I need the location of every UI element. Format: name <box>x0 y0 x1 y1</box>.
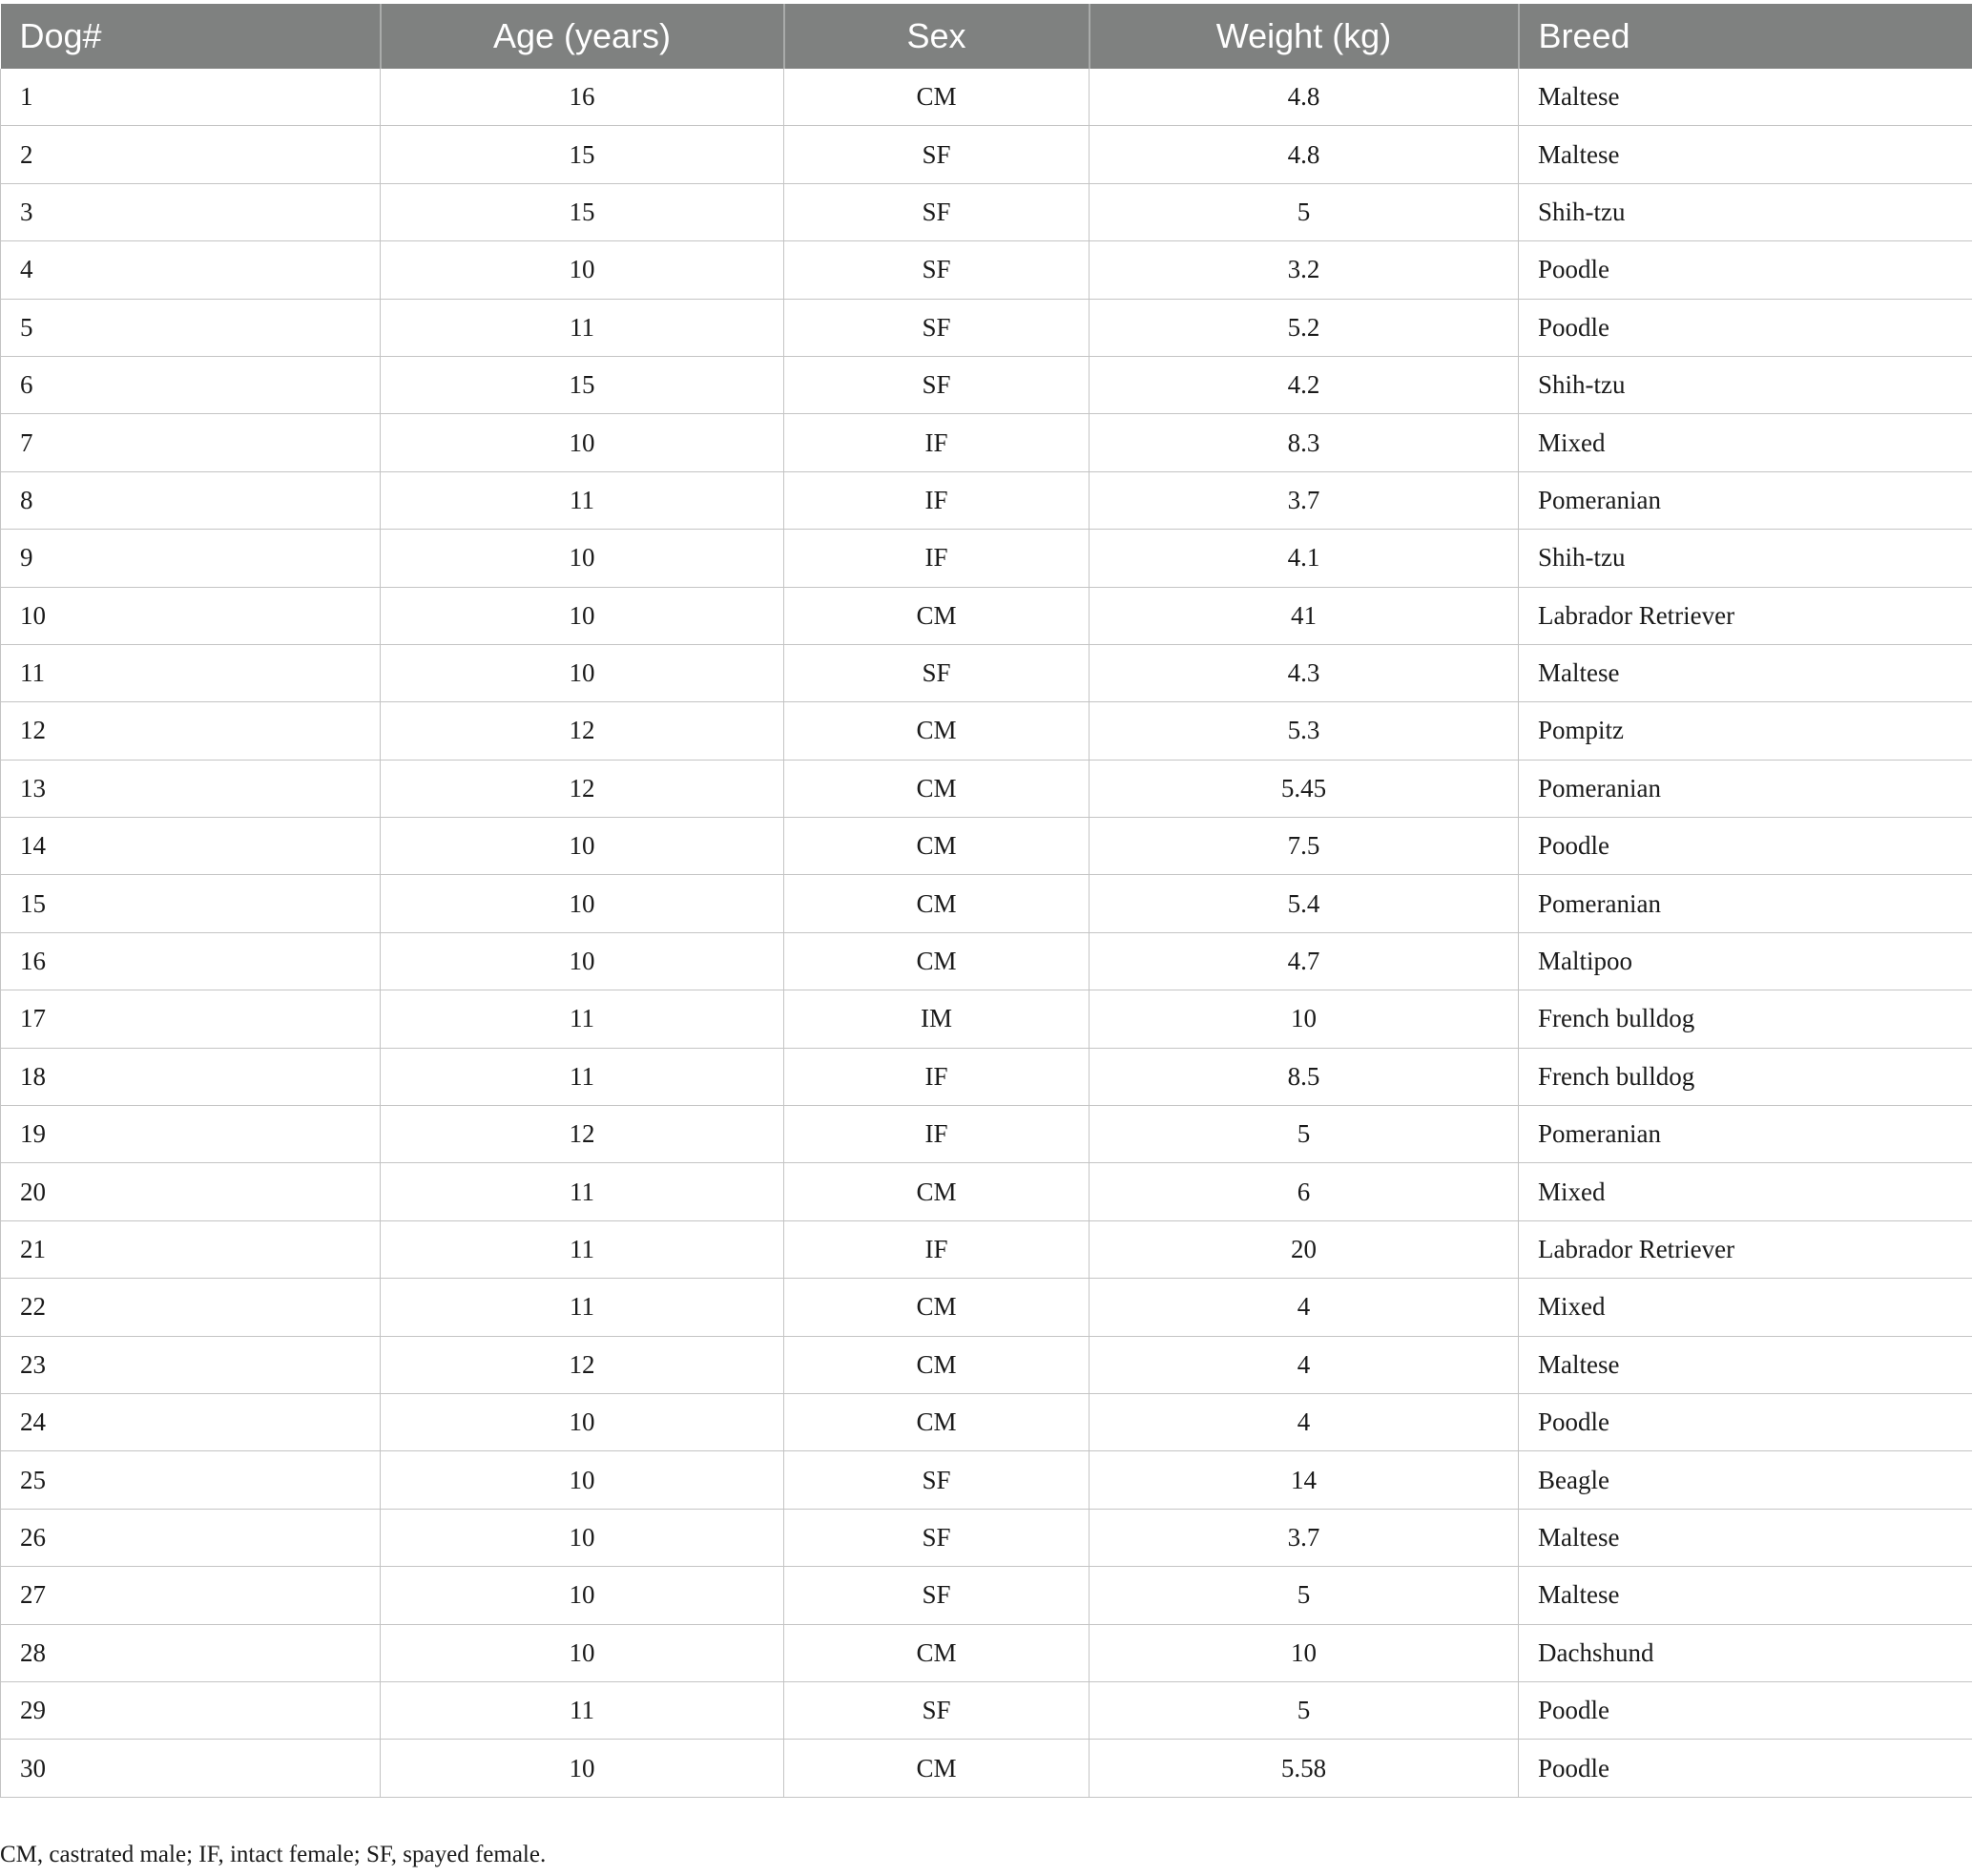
cell-age: 12 <box>381 1336 784 1393</box>
cell-dog-number: 4 <box>1 241 381 299</box>
cell-age: 11 <box>381 1220 784 1278</box>
table-row <box>1 356 1972 413</box>
cell-sex: CM <box>784 932 1090 990</box>
header-sex: Sex <box>784 4 1090 69</box>
cell-dog-number: 19 <box>1 1106 381 1163</box>
cell-breed: Poodle <box>1519 1740 1972 1797</box>
table-row <box>1 1336 1972 1393</box>
cell-sex: SF <box>784 356 1090 413</box>
cell-weight: 6 <box>1090 1163 1519 1220</box>
cell-age: 10 <box>381 1509 784 1566</box>
cell-dog-number: 17 <box>1 990 381 1048</box>
cell-age: 11 <box>381 471 784 529</box>
cell-dog-number: 6 <box>1 356 381 413</box>
cell-dog-number: 16 <box>1 932 381 990</box>
header-row <box>1 4 1972 69</box>
table-row <box>1 1451 1972 1509</box>
cell-breed: Maltese <box>1519 126 1972 183</box>
cell-sex: CM <box>784 1279 1090 1336</box>
cell-breed: Labrador Retriever <box>1519 1220 1972 1278</box>
cell-breed: Poodle <box>1519 818 1972 875</box>
cell-sex: CM <box>784 587 1090 644</box>
cell-age: 10 <box>381 1624 784 1681</box>
cell-breed: Maltese <box>1519 644 1972 701</box>
cell-breed: Poodle <box>1519 299 1972 356</box>
cell-sex: SF <box>784 126 1090 183</box>
cell-weight: 5 <box>1090 1567 1519 1624</box>
table-row <box>1 644 1972 701</box>
header-age: Age (years) <box>381 4 784 69</box>
cell-dog-number: 5 <box>1 299 381 356</box>
cell-weight: 4.3 <box>1090 644 1519 701</box>
table-row <box>1 183 1972 240</box>
cell-sex: SF <box>784 299 1090 356</box>
cell-dog-number: 9 <box>1 530 381 587</box>
table-footnote: CM, castrated male; IF, intact female; SF, spayed female. <box>0 1842 547 1867</box>
cell-sex: IF <box>784 1220 1090 1278</box>
cell-weight: 5.4 <box>1090 875 1519 932</box>
cell-sex: CM <box>784 1740 1090 1797</box>
cell-age: 15 <box>381 356 784 413</box>
cell-dog-number: 3 <box>1 183 381 240</box>
cell-dog-number: 26 <box>1 1509 381 1566</box>
cell-dog-number: 8 <box>1 471 381 529</box>
cell-age: 11 <box>381 1048 784 1105</box>
cell-weight: 5 <box>1090 1681 1519 1739</box>
cell-age: 10 <box>381 1393 784 1450</box>
cell-weight: 4.7 <box>1090 932 1519 990</box>
table-body <box>1 69 1972 1797</box>
cell-age: 15 <box>381 183 784 240</box>
cell-breed: Mixed <box>1519 1163 1972 1220</box>
cell-age: 10 <box>381 875 784 932</box>
table-header <box>1 4 1972 69</box>
table-row <box>1 875 1972 932</box>
cell-weight: 4.8 <box>1090 69 1519 126</box>
cell-weight: 4 <box>1090 1393 1519 1450</box>
cell-breed: Maltese <box>1519 1336 1972 1393</box>
cell-breed: Labrador Retriever <box>1519 587 1972 644</box>
cell-sex: CM <box>784 1393 1090 1450</box>
cell-breed: Mixed <box>1519 414 1972 471</box>
cell-breed: Pomeranian <box>1519 760 1972 817</box>
cell-age: 12 <box>381 760 784 817</box>
cell-weight: 4 <box>1090 1336 1519 1393</box>
cell-age: 10 <box>381 1451 784 1509</box>
cell-breed: Shih-tzu <box>1519 183 1972 240</box>
cell-weight: 5 <box>1090 1106 1519 1163</box>
cell-dog-number: 15 <box>1 875 381 932</box>
cell-sex: IM <box>784 990 1090 1048</box>
cell-breed: French bulldog <box>1519 1048 1972 1105</box>
table-row <box>1 414 1972 471</box>
cell-age: 10 <box>381 530 784 587</box>
cell-weight: 10 <box>1090 1624 1519 1681</box>
cell-weight: 20 <box>1090 1220 1519 1278</box>
table-row <box>1 241 1972 299</box>
cell-age: 10 <box>381 932 784 990</box>
cell-dog-number: 2 <box>1 126 381 183</box>
cell-weight: 3.2 <box>1090 241 1519 299</box>
cell-dog-number: 25 <box>1 1451 381 1509</box>
cell-weight: 5 <box>1090 183 1519 240</box>
cell-weight: 3.7 <box>1090 1509 1519 1566</box>
cell-sex: CM <box>784 1624 1090 1681</box>
table-row <box>1 1567 1972 1624</box>
cell-sex: IF <box>784 414 1090 471</box>
cell-age: 11 <box>381 299 784 356</box>
cell-weight: 14 <box>1090 1451 1519 1509</box>
table-row <box>1 69 1972 126</box>
cell-age: 11 <box>381 1681 784 1739</box>
cell-sex: SF <box>784 241 1090 299</box>
cell-age: 10 <box>381 1740 784 1797</box>
cell-dog-number: 27 <box>1 1567 381 1624</box>
cell-weight: 41 <box>1090 587 1519 644</box>
cell-breed: Maltese <box>1519 1509 1972 1566</box>
cell-breed: Pomeranian <box>1519 471 1972 529</box>
cell-sex: CM <box>784 1336 1090 1393</box>
cell-weight: 7.5 <box>1090 818 1519 875</box>
cell-breed: Maltese <box>1519 1567 1972 1624</box>
cell-age: 11 <box>381 1279 784 1336</box>
cell-age: 10 <box>381 644 784 701</box>
table-row <box>1 990 1972 1048</box>
cell-dog-number: 12 <box>1 702 381 760</box>
cell-breed: Dachshund <box>1519 1624 1972 1681</box>
cell-sex: CM <box>784 702 1090 760</box>
cell-dog-number: 29 <box>1 1681 381 1739</box>
cell-sex: IF <box>784 530 1090 587</box>
cell-weight: 4.2 <box>1090 356 1519 413</box>
cell-weight: 10 <box>1090 990 1519 1048</box>
cell-dog-number: 13 <box>1 760 381 817</box>
cell-dog-number: 18 <box>1 1048 381 1105</box>
table-row <box>1 471 1972 529</box>
cell-age: 10 <box>381 241 784 299</box>
cell-breed: Poodle <box>1519 1393 1972 1450</box>
cell-weight: 4.1 <box>1090 530 1519 587</box>
cell-sex: IF <box>784 1106 1090 1163</box>
table-row <box>1 760 1972 817</box>
cell-breed: Poodle <box>1519 1681 1972 1739</box>
cell-breed: Mixed <box>1519 1279 1972 1336</box>
cell-dog-number: 14 <box>1 818 381 875</box>
cell-sex: CM <box>784 69 1090 126</box>
cell-sex: CM <box>784 875 1090 932</box>
cell-weight: 4 <box>1090 1279 1519 1336</box>
table-row <box>1 1681 1972 1739</box>
table-row <box>1 1509 1972 1566</box>
table-row <box>1 1393 1972 1450</box>
table-row <box>1 530 1972 587</box>
cell-age: 10 <box>381 1567 784 1624</box>
cell-sex: IF <box>784 471 1090 529</box>
cell-breed: Pomeranian <box>1519 1106 1972 1163</box>
cell-breed: Beagle <box>1519 1451 1972 1509</box>
cell-weight: 5.45 <box>1090 760 1519 817</box>
table-row <box>1 818 1972 875</box>
cell-breed: Maltipoo <box>1519 932 1972 990</box>
cell-sex: SF <box>784 1567 1090 1624</box>
cell-weight: 4.8 <box>1090 126 1519 183</box>
cell-age: 11 <box>381 1163 784 1220</box>
cell-sex: SF <box>784 1509 1090 1566</box>
table-row <box>1 1279 1972 1336</box>
table-row <box>1 1163 1972 1220</box>
cell-age: 12 <box>381 702 784 760</box>
cell-breed: Pompitz <box>1519 702 1972 760</box>
header-dog-number: Dog# <box>1 4 381 69</box>
cell-age: 10 <box>381 414 784 471</box>
cell-age: 11 <box>381 990 784 1048</box>
table-row <box>1 1624 1972 1681</box>
cell-breed: Shih-tzu <box>1519 530 1972 587</box>
table-row <box>1 932 1972 990</box>
cell-dog-number: 28 <box>1 1624 381 1681</box>
dog-data-table <box>0 4 1972 1798</box>
cell-weight: 5.58 <box>1090 1740 1519 1797</box>
cell-age: 16 <box>381 69 784 126</box>
cell-weight: 8.5 <box>1090 1048 1519 1105</box>
cell-weight: 5.3 <box>1090 702 1519 760</box>
table-row <box>1 126 1972 183</box>
table-row <box>1 1220 1972 1278</box>
cell-breed: Maltese <box>1519 69 1972 126</box>
cell-sex: CM <box>784 818 1090 875</box>
cell-sex: CM <box>784 1163 1090 1220</box>
cell-weight: 8.3 <box>1090 414 1519 471</box>
table-row <box>1 1048 1972 1105</box>
cell-dog-number: 11 <box>1 644 381 701</box>
cell-dog-number: 7 <box>1 414 381 471</box>
cell-sex: SF <box>784 1681 1090 1739</box>
cell-dog-number: 22 <box>1 1279 381 1336</box>
cell-age: 12 <box>381 1106 784 1163</box>
table-row <box>1 299 1972 356</box>
cell-age: 10 <box>381 587 784 644</box>
cell-breed: Poodle <box>1519 241 1972 299</box>
cell-breed: Shih-tzu <box>1519 356 1972 413</box>
table-container <box>0 4 1972 1798</box>
cell-dog-number: 1 <box>1 69 381 126</box>
cell-sex: SF <box>784 183 1090 240</box>
cell-sex: CM <box>784 760 1090 817</box>
cell-dog-number: 23 <box>1 1336 381 1393</box>
cell-dog-number: 21 <box>1 1220 381 1278</box>
header-weight: Weight (kg) <box>1090 4 1519 69</box>
cell-dog-number: 30 <box>1 1740 381 1797</box>
cell-dog-number: 24 <box>1 1393 381 1450</box>
table-row <box>1 1740 1972 1797</box>
cell-dog-number: 20 <box>1 1163 381 1220</box>
cell-sex: SF <box>784 644 1090 701</box>
table-row <box>1 1106 1972 1163</box>
table-row <box>1 587 1972 644</box>
cell-age: 15 <box>381 126 784 183</box>
cell-sex: IF <box>784 1048 1090 1105</box>
cell-sex: SF <box>784 1451 1090 1509</box>
header-breed: Breed <box>1519 4 1972 69</box>
cell-age: 10 <box>381 818 784 875</box>
cell-breed: Pomeranian <box>1519 875 1972 932</box>
cell-dog-number: 10 <box>1 587 381 644</box>
table-row <box>1 702 1972 760</box>
cell-weight: 5.2 <box>1090 299 1519 356</box>
cell-breed: French bulldog <box>1519 990 1972 1048</box>
cell-weight: 3.7 <box>1090 471 1519 529</box>
